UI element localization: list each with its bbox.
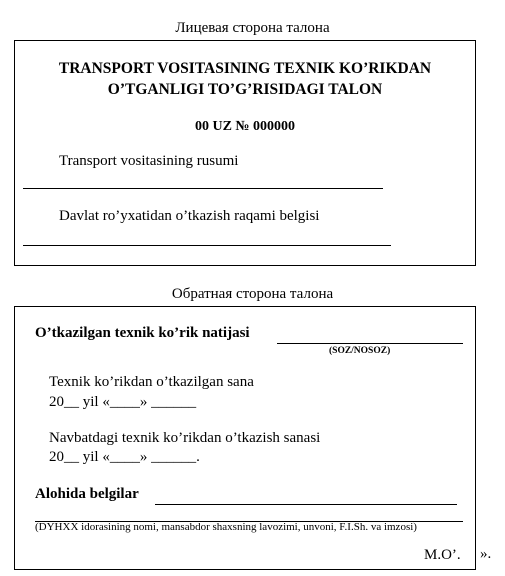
front-title-line2: O’TGANLIGI TO’G’RISIDAGI TALON bbox=[107, 81, 383, 98]
special-notes-label: Alohida belgilar bbox=[35, 486, 139, 502]
back-side-coupon bbox=[14, 306, 476, 570]
next-inspection-date-line: 20__ yil «____» ______. bbox=[49, 449, 200, 465]
vehicle-model-line bbox=[23, 188, 383, 189]
inspection-result-hint: (SOZ/NOSOZ) bbox=[329, 346, 391, 356]
inspection-result-label: O’tkazilgan texnik ko’rik natijasi bbox=[35, 325, 250, 341]
signature-hint: (DYHXX idorasining nomi, mansabdor shaxsning lavozimi, unvoni, F.I.Sh. va imzosi) bbox=[35, 521, 417, 533]
front-caption: Лицевая сторона талона bbox=[175, 20, 330, 36]
special-notes-line bbox=[155, 504, 457, 505]
front-title-line1: TRANSPORT VOSITASINING TEXNIK KO’RIKDAN bbox=[58, 60, 432, 77]
next-inspection-date-label: Navbatdagi texnik ko’rikdan o’tkazish sanasi bbox=[49, 430, 321, 446]
registration-number-label: Davlat ro’yxatidan o’tkazish raqami belgisi bbox=[59, 208, 320, 224]
back-caption: Обратная сторона талона bbox=[171, 286, 334, 302]
closing-quote: ». bbox=[480, 546, 492, 562]
registration-number-line bbox=[23, 245, 391, 246]
stamp-mark: M.O’. bbox=[424, 547, 461, 563]
front-side-coupon bbox=[14, 40, 476, 266]
inspection-date-line: 20__ yil «____» ______ bbox=[49, 394, 197, 410]
inspection-result-line bbox=[277, 343, 463, 344]
serial-number: 00 UZ № 000000 bbox=[194, 119, 296, 134]
inspection-date-label: Texnik ko’rikdan o’tkazilgan sana bbox=[49, 374, 254, 390]
vehicle-model-label: Transport vositasining rusumi bbox=[59, 153, 239, 169]
